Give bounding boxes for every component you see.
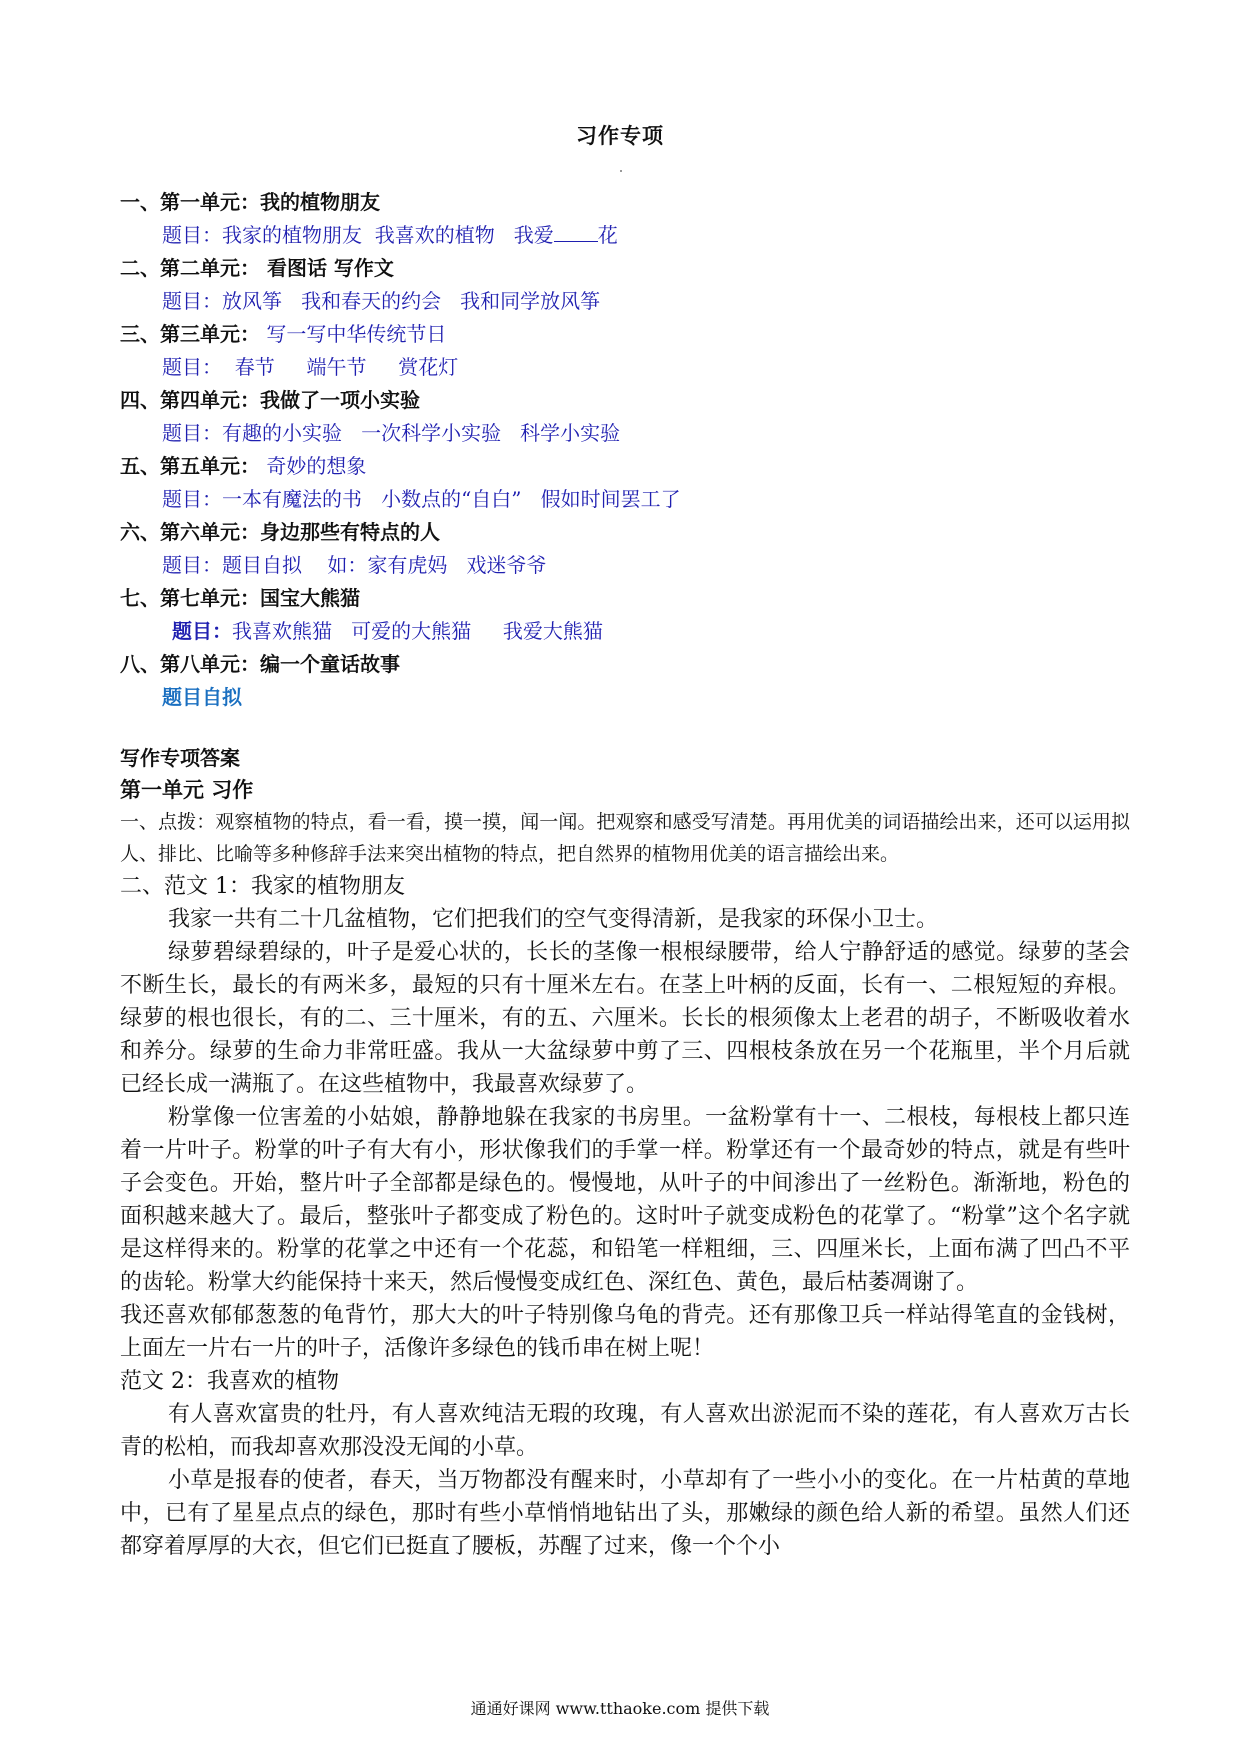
unit-4-heading: 四、第四单元：我做了一项小实验 [120,388,420,412]
page-title: 习作专项 [576,123,664,148]
essay-2-title: 范文 2：我喜欢的植物 [120,1369,339,1394]
essay-1-paragraph-4: 我还喜欢郁郁葱葱的龟背竹，那大大的叶子特别像乌龟的背壳。还有那像卫兵一样站得笔直的金钱树，上面左一片右一片的叶子，活像许多绿色的钱币串在树上呢！ [120,1303,1130,1361]
essay-1-paragraph-3: 粉掌像一位害羞的小姑娘，静静地躲在我家的书房里。一盆粉掌有十一、二根枝，每根枝上都只连着一片叶子。粉掌的叶子有大有小，形状像我们的手掌一样。粉掌还有一个最奇妙的特点，就是有些叶子会变色。开始，整片叶子全部都是绿色的。慢慢地，从叶子的中间渗出了一丝粉色。渐渐地，粉色的面积越来越大了。最后，整张叶子都变成了粉色的。这时叶子就变成粉色的花掌了。“粉掌”这个名字就是这样得来的。粉掌的花掌之中还有一个花蕊，和铅笔一样粗细，三、四厘米长，上面布满了凹凸不平的齿轮。粉掌大约能保持十来天，然后慢慢变成红色、深红色、黄色，最后枯萎凋谢了。 [120,1105,1130,1295]
unit-2-heading: 二、第二单元： 看图话 写作文 [120,256,394,280]
answers-title: 写作专项答案 [120,746,240,770]
unit-7-topics: 题目：我喜欢熊猫 可爱的大熊猫 我爱大熊猫 [172,619,603,643]
stray-dot [620,170,622,172]
unit-8-topics: 题目自拟 [162,685,242,709]
essay-2-paragraph-2: 小草是报春的使者，春天，当万物都没有醒来时，小草却有了一些小小的变化。在一片枯黄的草地中，已有了星星点点的绿色，那时有些小草悄悄地钻出了头，那嫩绿的颜色给人新的希望。虽然人们还都穿着厚厚的大衣，但它们已挺直了腰板，苏醒了过来，像一个个小 [120,1468,1130,1559]
answers-section [120,742,1130,1563]
tip-paragraph: 一、点拨：观察植物的特点，看一看，摸一摸，闻一闻。把观察和感受写清楚。再用优美的词语描绘出来，还可以运用拟人、排比、比喻等多种修辞手法来突出植物的特点，把自然界的植物用优美的语言描绘出来。 [120,811,1130,865]
answers-subtitle: 第一单元 习作 [120,777,254,802]
unit-6-topics: 题目：题目自拟 如：家有虎妈 戏迷爷爷 [162,553,547,577]
unit-1-heading: 一、第一单元：我的植物朋友 [120,190,380,214]
unit-outline [120,186,1120,714]
unit-6-heading: 六、第六单元：身边那些有特点的人 [120,520,440,544]
unit-8-heading: 八、第八单元：编一个童话故事 [120,652,400,676]
unit-3-heading: 三、第三单元： 写一写中华传统节日 [120,322,447,346]
essay-2-paragraph-1: 有人喜欢富贵的牡丹，有人喜欢纯洁无瑕的玫瑰，有人喜欢出淤泥而不染的莲花，有人喜欢万古长青的松柏，而我却喜欢那没没无闻的小草。 [120,1402,1130,1460]
unit-5-heading: 五、第五单元： 奇妙的想象 [120,454,367,478]
unit-5-topics: 题目：一本有魔法的书 小数点的“自白” 假如时间罢工了 [162,487,681,511]
essay-1-title: 二、范文 1：我家的植物朋友 [120,874,405,899]
unit-3-topics: 题目： 春节 端午节 赏花灯 [162,355,459,379]
unit-1-topics: 题目：我家的植物朋友 我喜欢的植物 我爱 花 [162,223,618,247]
unit-4-topics: 题目：有趣的小实验 一次科学小实验 科学小实验 [162,421,621,445]
unit-7-heading: 七、第七单元：国宝大熊猫 [120,586,360,610]
page-footer: 通通好课网 www.tthaoke.com 提供下载 [470,1699,770,1718]
fill-blank [554,223,598,242]
essay-1-paragraph-2: 绿萝碧绿碧绿的，叶子是爱心状的，长长的茎像一根根绿腰带，给人宁静舒适的感觉。绿萝的茎会不断生长，最长的有两米多，最短的只有十厘米左右。在茎上叶柄的反面，长有一、二根短短的弃根。绿萝的根也很长，有的二、三十厘米，有的五、六厘米。长长的根须像太上老君的胡子，不断吸收着水和养分。绿萝的生命力非常旺盛。我从一大盆绿萝中剪了三、四根枝条放在另一个花瓶里，半个月后就已经长成一满瓶了。在这些植物中，我最喜欢绿萝了。 [120,940,1130,1097]
essay-1-paragraph-1: 我家一共有二十几盆植物，它们把我们的空气变得清新，是我家的环保小卫士。 [168,907,939,932]
unit-2-topics: 题目：放风筝 我和春天的约会 我和同学放风筝 [162,289,601,313]
